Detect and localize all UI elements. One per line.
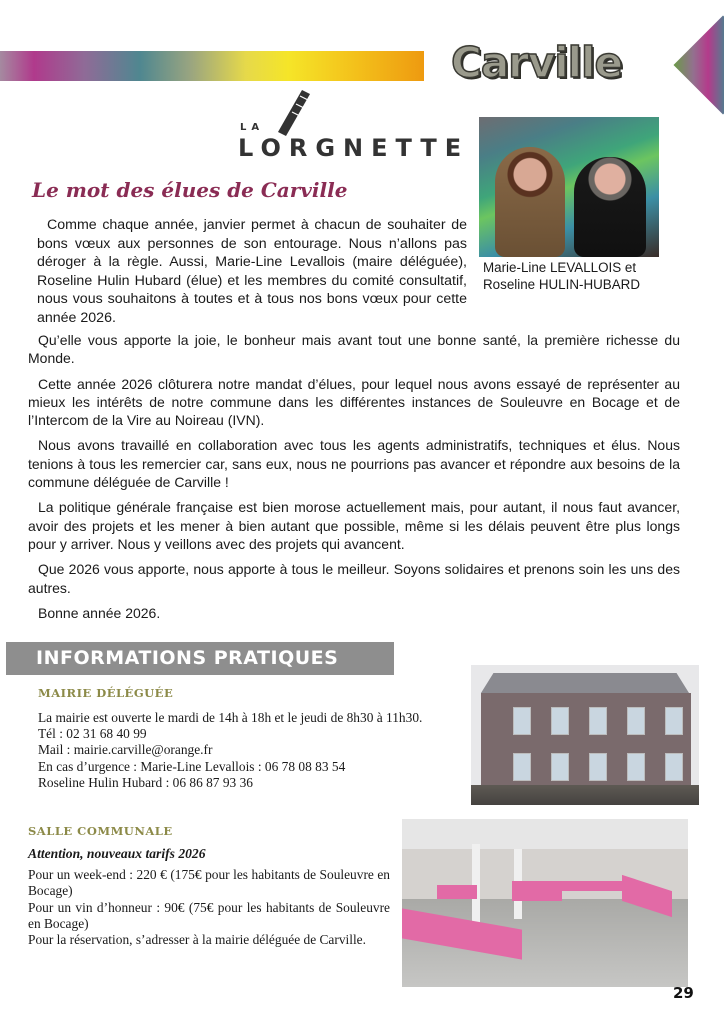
mairie-phone: Tél : 02 31 68 40 99 <box>38 726 147 742</box>
mairie-emergency-contact: En cas d’urgence : Marie-Line Levallois : 06 78 08 83 54 <box>38 758 346 774</box>
building-roof <box>481 673 689 693</box>
person-figure <box>574 157 646 257</box>
header-gradient-band <box>0 51 424 81</box>
logo-name: LORGNETTE <box>238 134 470 162</box>
salle-vin-price: Pour un vin d’honneur : 90€ (75€ pour les habitants de Souleuvre en Bocage) <box>28 899 390 931</box>
spyglass-icon <box>272 88 312 138</box>
intro-paragraph <box>37 216 467 327</box>
person-figure <box>495 147 565 257</box>
mairie-mail: Mail : mairie.carville@orange.fr <box>38 742 213 758</box>
town-title: Carville <box>451 38 622 87</box>
mairie-info <box>38 710 468 791</box>
photo-community-hall <box>402 819 688 987</box>
photo-elected-officials <box>479 117 659 257</box>
la-lorgnette-logo <box>238 88 470 168</box>
corner-decoration <box>674 16 724 115</box>
section-banner-title: INFORMATIONS PRATIQUES <box>36 647 339 669</box>
hall-ceiling <box>402 819 688 849</box>
article-title: Le mot des élues de Carville <box>32 178 348 202</box>
body-paragraph: Bonne année 2026. <box>38 604 161 621</box>
window <box>665 707 683 735</box>
hall-table <box>512 881 562 901</box>
window <box>513 753 531 781</box>
salle-notice: Attention, nouveaux tarifs 2026 <box>28 846 206 861</box>
hall-pillar <box>472 844 480 924</box>
hall-table <box>437 885 477 899</box>
salle-weekend-price: Pour un week-end : 220 € (175€ pour les habitants de Souleuvre en Bocage) <box>28 867 390 899</box>
logo-article: LA <box>240 122 265 133</box>
hall-table <box>562 881 622 891</box>
window <box>589 707 607 735</box>
caption-line: Marie-Line LEVALLOIS et <box>483 260 637 275</box>
body-paragraph: Que 2026 vous apporte, nous apporte à tous le meilleur. Soyons solidaires et prenons soin les uns des autres. <box>28 561 680 596</box>
body-paragraph: La politique générale française est bien morose actuellement mais, pour autant, il nous faut avancer, avoir des projets et les mener à bien autant que possible, même si les délais peuvent être plus longs pour y arriver. Nous y veillons avec des projets qui avancent. <box>28 499 680 552</box>
mairie-hours: La mairie est ouverte le mardi de 14h à 18h et le jeudi de 8h30 à 11h30. <box>38 710 423 725</box>
salle-heading: SALLE COMMUNALE <box>28 824 173 838</box>
window <box>551 753 569 781</box>
window <box>589 753 607 781</box>
page-number: 29 <box>673 984 694 1002</box>
photo-caption <box>483 259 673 293</box>
salle-info <box>28 846 390 948</box>
body-paragraph: Qu’elle vous apporte la joie, le bonheur mais avant tout une bonne santé, la première richesse du Monde. <box>28 332 680 367</box>
window <box>665 753 683 781</box>
caption-line: Roseline HULIN-HUBARD <box>483 277 641 292</box>
building-ground <box>471 785 699 805</box>
body-paragraph: Cette année 2026 clôturera notre mandat d’élues, pour lequel nous avons essayé de représenter au mieux les intérêts de notre commune dans les différentes instances de Souleuvre en Bocage et de l’Intercom de la Vire au Noireau (IVN). <box>28 375 680 429</box>
salle-reservation: Pour la réservation, s’adresser à la mairie déléguée de Carville. <box>28 932 366 948</box>
window <box>627 753 645 781</box>
window <box>513 707 531 735</box>
article-body <box>28 331 680 629</box>
window <box>627 707 645 735</box>
mairie-emergency-contact-2: Roseline Hulin Hubard : 06 86 87 93 36 <box>38 774 253 790</box>
mairie-heading: MAIRIE DÉLÉGUÉE <box>38 686 174 700</box>
section-banner <box>6 642 394 675</box>
photo-town-hall <box>471 665 699 805</box>
body-paragraph: Nous avons travaillé en collaboration avec tous les agents administratifs, techniques et élus. Nous tenions à tous les remercier car, sans eux, nous ne pourrions pas avancer et répondre aux besoins de la commune déléguée de Carville ! <box>28 437 680 491</box>
intro-text: Comme chaque année, janvier permet à chacun de souhaiter de bons vœux aux personnes de son entourage. Nous n’allons pas déroger à la règle. Aussi, Marie-Line Levallois (maire déléguée), Roseline Hulin Hubard (élue) et les membres du comité consultatif, nous vous souhaitons à toutes et à tous nos bons vœux pour cette année 2026. <box>37 217 467 326</box>
window <box>551 707 569 735</box>
